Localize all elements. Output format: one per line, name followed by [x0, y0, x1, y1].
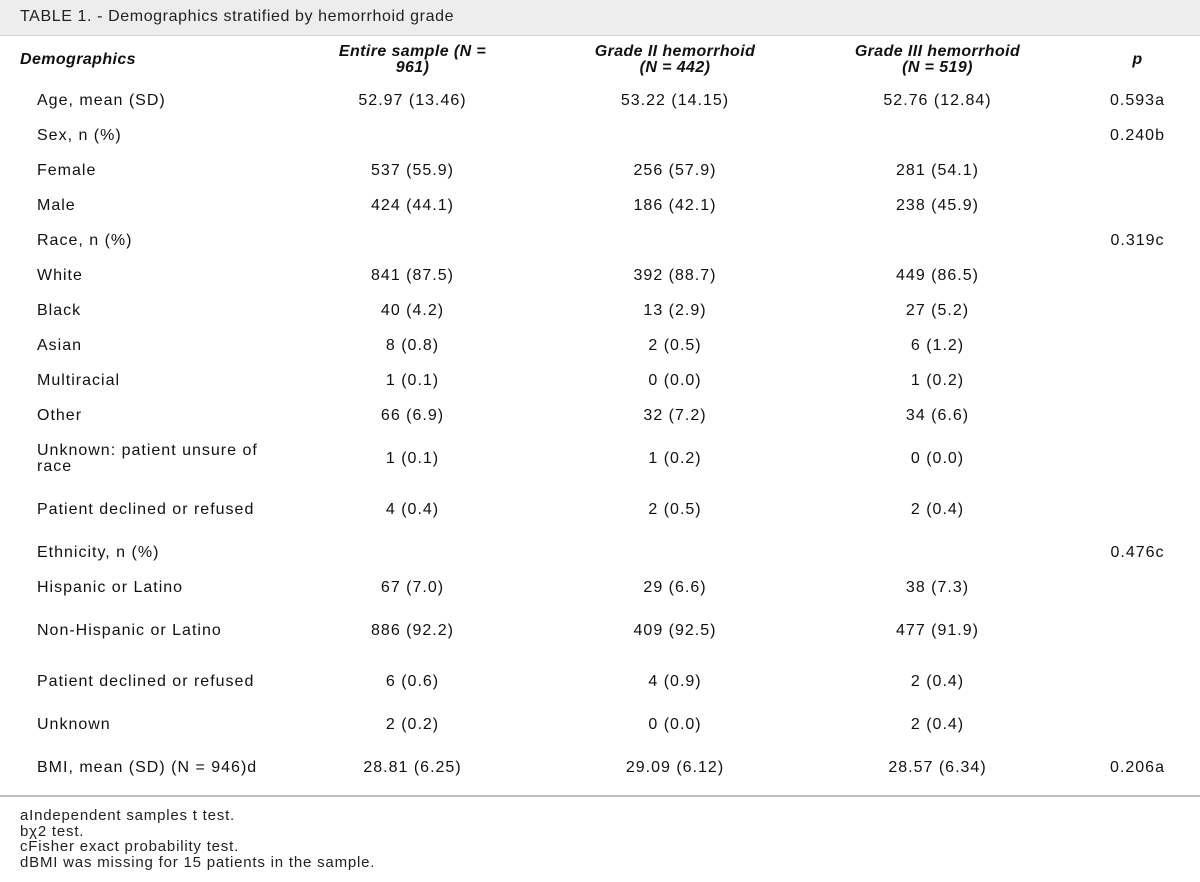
- cell-entire: 2 (0.2): [385, 715, 440, 733]
- cell-grade3: [800, 118, 1075, 153]
- table-container: [0, 37, 1200, 794]
- cell-grade2: 4 (0.9): [648, 672, 702, 690]
- cell-p: 0.319c: [1110, 231, 1165, 249]
- table-row: [0, 83, 1200, 118]
- table-row: [0, 535, 1200, 570]
- cell-p: 0.206a: [1110, 759, 1165, 776]
- cell-p: [1075, 188, 1200, 223]
- cell-p: [1075, 328, 1200, 363]
- table-row: [0, 328, 1200, 363]
- header-entire-line2: 961): [395, 59, 430, 76]
- table-row: [0, 605, 1200, 656]
- cell-entire: 886 (92.2): [371, 621, 454, 639]
- cell-grade3: 477 (91.9): [896, 621, 979, 639]
- cell-p: [1075, 707, 1200, 742]
- cell-grade2: 392 (88.7): [633, 266, 717, 284]
- row-label: BMI, mean (SD) (N = 946)d: [37, 759, 258, 776]
- cell-grade3: 1 (0.2): [910, 371, 965, 389]
- cell-entire: 1 (0.1): [385, 449, 440, 467]
- cell-grade3: 6 (1.2): [910, 336, 965, 354]
- table-row: [0, 484, 1200, 535]
- cell-entire: 67 (7.0): [380, 578, 445, 596]
- cell-entire: 40 (4.2): [380, 301, 445, 319]
- cell-grade2: 409 (92.5): [633, 621, 717, 639]
- header-grade3-line2: (N = 519): [902, 59, 973, 76]
- cell-grade3: 238 (45.9): [896, 196, 979, 214]
- row-label: Unknown: [37, 715, 111, 733]
- header-grade-iii: [800, 37, 1075, 83]
- row-label: Patient declined or refused: [37, 500, 255, 518]
- cell-grade3: 2 (0.4): [910, 500, 965, 518]
- cell-grade2: 2 (0.5): [648, 500, 702, 518]
- row-label: Male: [37, 196, 76, 214]
- row-label: Asian: [37, 336, 83, 354]
- cell-entire: 6 (0.6): [385, 672, 440, 690]
- cell-grade2: 0 (0.0): [648, 371, 702, 389]
- row-label: Multiracial: [37, 371, 121, 389]
- cell-grade2: 29.09 (6.12): [625, 759, 725, 776]
- footnote-d: dBMI was missing for 15 patients in the sample.: [20, 853, 376, 871]
- table-row: [0, 293, 1200, 328]
- row-label: Hispanic or Latino: [37, 578, 184, 596]
- cell-grade3: 38 (7.3): [905, 578, 970, 596]
- cell-grade2: [550, 535, 800, 570]
- table-row: [0, 570, 1200, 605]
- cell-grade2: 13 (2.9): [643, 301, 707, 319]
- cell-grade2: 186 (42.1): [633, 196, 717, 214]
- cell-p: [1075, 484, 1200, 535]
- table-row: [0, 433, 1200, 484]
- table-row: [0, 118, 1200, 153]
- row-label: Female: [37, 161, 97, 179]
- table-title: TABLE 1. - Demographics stratified by hemorrhoid grade: [20, 8, 455, 25]
- cell-grade2: 53.22 (14.15): [620, 91, 730, 109]
- table-row: [0, 707, 1200, 742]
- cell-entire: 66 (6.9): [380, 406, 445, 424]
- cell-grade2: 1 (0.2): [648, 449, 702, 467]
- table-row: [0, 258, 1200, 293]
- row-label: White: [37, 266, 83, 284]
- cell-entire: 537 (55.9): [371, 161, 454, 179]
- cell-p: [1075, 398, 1200, 433]
- cell-p: [1075, 258, 1200, 293]
- table-row: [0, 742, 1200, 794]
- table-title-bar: [0, 0, 1200, 36]
- cell-entire: [275, 535, 550, 570]
- row-label: Black: [37, 301, 82, 319]
- header-grade2-line2: (N = 442): [639, 59, 711, 76]
- cell-p: [1075, 570, 1200, 605]
- cell-grade3: 2 (0.4): [910, 672, 965, 690]
- header-entire-sample: [275, 37, 550, 83]
- cell-grade3: 281 (54.1): [896, 161, 979, 179]
- cell-p: [1075, 293, 1200, 328]
- cell-entire: 424 (44.1): [371, 196, 454, 214]
- table-row: [0, 153, 1200, 188]
- table-row: [0, 188, 1200, 223]
- header-grade-ii: [550, 37, 800, 83]
- cell-p: [1075, 656, 1200, 707]
- cell-grade3: 449 (86.5): [896, 266, 979, 284]
- cell-grade2: 29 (6.6): [643, 578, 707, 596]
- row-label: Non-Hispanic or Latino: [37, 621, 222, 639]
- cell-entire: 52.97 (13.46): [358, 91, 467, 109]
- cell-grade3: 52.76 (12.84): [883, 91, 992, 109]
- row-label: Race, n (%): [37, 231, 133, 249]
- footnotes: [20, 808, 375, 870]
- cell-p: [1075, 605, 1200, 656]
- cell-p: 0.240b: [1110, 126, 1165, 144]
- cell-grade3: 2 (0.4): [910, 715, 965, 733]
- cell-grade2: [550, 223, 800, 258]
- row-label: Other: [37, 406, 83, 424]
- cell-grade2: 2 (0.5): [648, 336, 702, 354]
- cell-grade3: 27 (5.2): [905, 301, 970, 319]
- cell-entire: 4 (0.4): [385, 500, 440, 518]
- footnote-divider: [0, 795, 1200, 797]
- row-label: Ethnicity, n (%): [37, 543, 160, 561]
- table-row: [0, 363, 1200, 398]
- header-grade3-line1: Grade III hemorrhoid: [854, 43, 1021, 60]
- row-label: Age, mean (SD): [37, 91, 166, 109]
- table-row: [0, 223, 1200, 258]
- cell-entire: 841 (87.5): [371, 266, 454, 284]
- cell-grade2: 256 (57.9): [633, 161, 717, 179]
- header-demographics: Demographics: [20, 51, 136, 68]
- cell-entire: [275, 118, 550, 153]
- cell-grade2: 32 (7.2): [643, 406, 707, 424]
- header-entire-line1: Entire sample (N =: [338, 43, 487, 60]
- header-p-value: p: [1132, 51, 1143, 68]
- cell-p: [1075, 363, 1200, 398]
- cell-p: [1075, 433, 1200, 484]
- cell-p: [1075, 153, 1200, 188]
- row-label: Sex, n (%): [37, 126, 122, 144]
- header-row: [0, 37, 1200, 83]
- cell-grade3: 34 (6.6): [905, 406, 970, 424]
- cell-grade3: 0 (0.0): [910, 449, 965, 467]
- cell-entire: 1 (0.1): [385, 371, 440, 389]
- cell-grade3: [800, 223, 1075, 258]
- footnote-c: cFisher exact probability test.: [20, 838, 240, 855]
- cell-grade3: 28.57 (6.34): [888, 759, 987, 776]
- cell-grade2: [550, 118, 800, 153]
- cell-entire: [275, 223, 550, 258]
- row-label: Unknown: patient unsure of race: [37, 441, 258, 475]
- table-row: [0, 656, 1200, 707]
- footnote-b: bχ2 test.: [20, 822, 85, 840]
- footnote-a: aIndependent samples t test.: [20, 807, 236, 824]
- header-grade2-line1: Grade II hemorrhoid: [594, 43, 756, 60]
- cell-p: 0.476c: [1110, 543, 1165, 561]
- cell-entire: 8 (0.8): [385, 336, 440, 354]
- cell-p: 0.593a: [1110, 91, 1165, 109]
- cell-entire: 28.81 (6.25): [363, 759, 462, 776]
- cell-grade2: 0 (0.0): [648, 715, 702, 733]
- demographics-table: [0, 37, 1200, 794]
- cell-grade3: [800, 535, 1075, 570]
- table-row: [0, 398, 1200, 433]
- row-label: Patient declined or refused: [37, 672, 255, 690]
